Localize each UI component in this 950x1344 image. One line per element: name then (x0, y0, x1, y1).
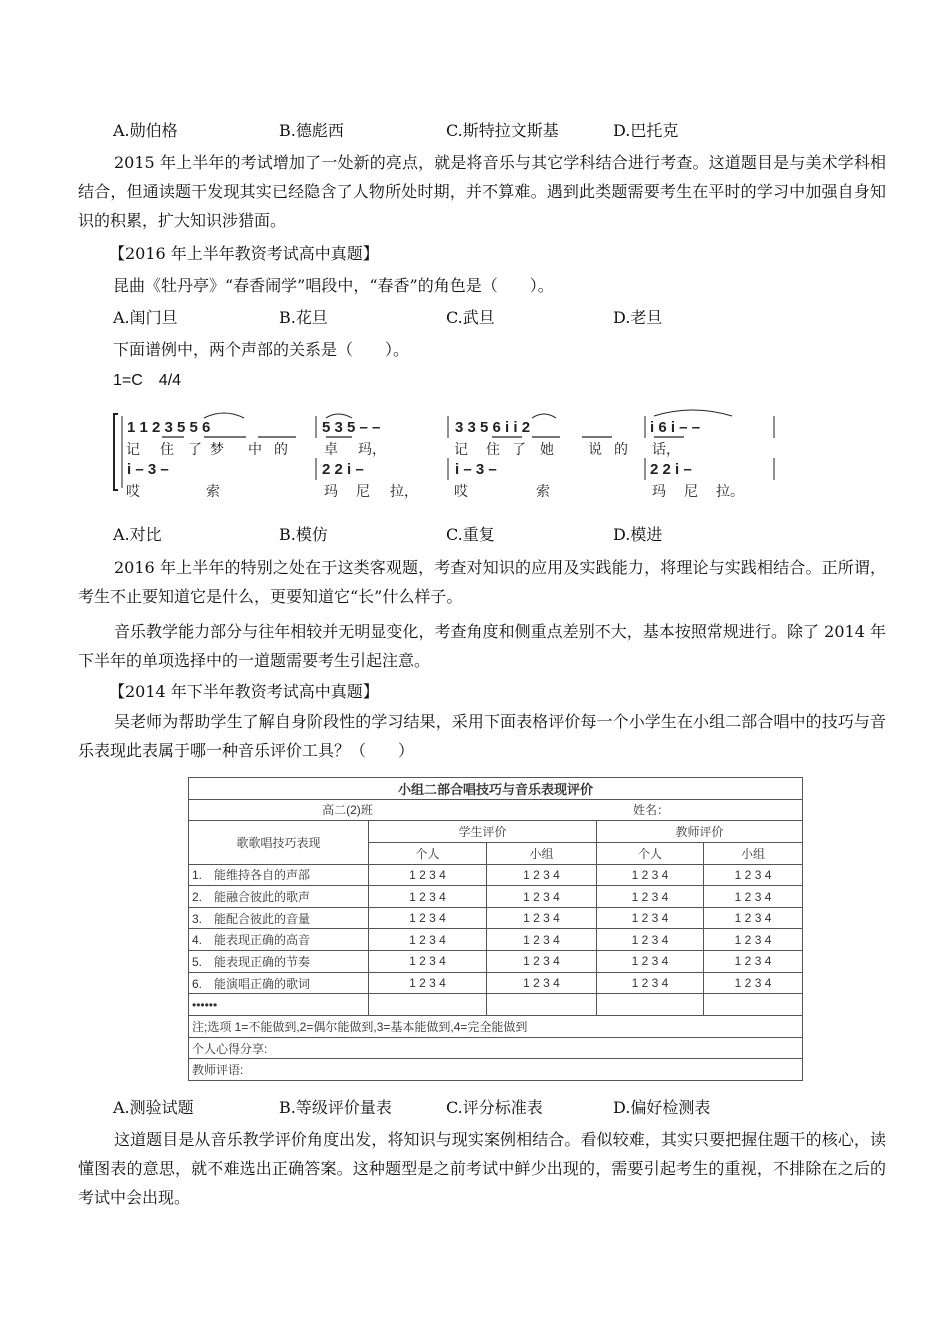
q2-option-c: C.武旦 (446, 308, 495, 327)
table-comment: 教师评语: (189, 1059, 803, 1081)
q2-question: 昆曲《牡丹亭》“春香闹学”唱段中，“春香”的角色是（ ）。 (113, 276, 554, 295)
lower-lyric-3: 玛 (324, 484, 338, 500)
score-cell: 1 2 3 4 (487, 951, 597, 973)
score-cell: 1 2 3 4 (597, 864, 704, 886)
q3-question: 下面谱例中，两个声部的关系是（ ）。 (113, 340, 410, 359)
score-cell: 1 2 3 4 (597, 907, 704, 929)
lower-measure-4: 2 2 i – (650, 461, 692, 478)
upper-measure-1: 1 1 2 3 5 5 6 (127, 419, 211, 436)
q1-option-b: B.德彪西 (279, 121, 344, 140)
upper-lyric-13: 说 (588, 442, 602, 458)
q3-option-c: C.重复 (446, 525, 495, 544)
upper-lyric-4: 梦 (210, 442, 224, 458)
score-cell: 1 2 3 4 (487, 864, 597, 886)
paragraph-2015: 2015 年上半年的考试增加了一处新的亮点，就是将音乐与其它学科结合进行考查。这道题目是与美术学科相结合，但通读题干发现其实已经隐含了人物所处时期，并不算难。遇到此类题需要考生在平时的学习中加强自身知识的积累，扩大知识涉猎面。 (78, 153, 886, 230)
score-cell: 1 2 3 4 (597, 951, 704, 973)
score-cell: 1 2 3 4 (369, 929, 487, 951)
score-cell: 1 2 3 4 (597, 929, 704, 951)
q2-option-b: B.花旦 (279, 308, 328, 327)
sub-col-teacher-group: 小组 (704, 842, 803, 864)
score-cell: 1 2 3 4 (704, 864, 803, 886)
lower-lyric-10: 拉。 (716, 484, 744, 500)
row-header: 歌歌唱技巧表现 (189, 821, 369, 864)
lower-lyric-2: 索 (206, 484, 220, 500)
row-label: 6. 能演唱正确的歌词 (189, 972, 369, 994)
q4-question: 吴老师为帮助学生了解自身阶段性的学习结果，采用下面表格评价每一个小学生在小组二部合唱中的技巧与音乐表现此表属于哪一种音乐评价工具？（ ） (78, 712, 886, 760)
sub-col-teacher-individual: 个人 (597, 842, 704, 864)
upper-lyric-14: 的 (614, 442, 628, 458)
score-cell: 1 2 3 4 (369, 951, 487, 973)
q2-option-a: A.闺门旦 (113, 308, 178, 327)
lower-measure-1: i – 3 – (127, 461, 169, 478)
slur-2 (326, 414, 352, 418)
table-row-ellipsis (189, 994, 803, 1016)
lower-lyric-7: 索 (536, 484, 550, 500)
lower-lyric-8: 玛 (652, 484, 666, 500)
score-cell: 1 2 3 4 (369, 864, 487, 886)
q3-option-b: B.模仿 (279, 525, 328, 544)
score-cell: 1 2 3 4 (704, 951, 803, 973)
slur-4 (654, 410, 732, 416)
row-label: 5. 能表现正确的节奏 (189, 951, 369, 973)
table-row (189, 864, 803, 886)
upper-lyric-12: 她 (540, 442, 554, 458)
music-score (112, 372, 777, 500)
upper-lyric-3: 了 (188, 442, 202, 458)
table-class-row (189, 799, 803, 821)
score-cell: 1 2 3 4 (487, 886, 597, 908)
key-signature: 1=C 4/4 (113, 372, 182, 389)
lower-lyric-9: 尼 (684, 484, 698, 500)
name-label: 姓名： (632, 803, 669, 818)
lower-lyric-5: 拉， (390, 484, 418, 500)
q3-option-d: D.模进 (613, 525, 663, 544)
upper-lyric-10: 住 (486, 442, 500, 458)
q3-option-a: A.对比 (113, 525, 162, 544)
upper-lyric-5: 中 (248, 442, 262, 458)
q1-option-c: C.斯特拉文斯基 (446, 121, 559, 140)
paragraph-final: 这道题目是从音乐教学评价角度出发，将知识与现实案例相结合。看似较难，其实只要把握住题干的核心，读懂图表的意思，就不难选出正确答案。这种题型是之前考试中鲜少出现的，需要引起考生的重视，不排除在之后的考试中会出现。 (78, 1130, 886, 1207)
heading-2014: 【2014 年下半年教资考试高中真题】 (109, 682, 379, 701)
q4-option-c: C.评分标准表 (446, 1098, 543, 1117)
q1-option-d: D.巴托克 (613, 121, 679, 140)
table-note: 注;选项 1=不能做到,2=偶尔能做到,3=基本能做到,4=完全能做到 (189, 1016, 803, 1038)
score-cell: 1 2 3 4 (487, 972, 597, 994)
score-cell: 1 2 3 4 (369, 886, 487, 908)
upper-lyric-2: 住 (160, 442, 174, 458)
table-row (189, 951, 803, 973)
teacher-eval-header: 教师评价 (597, 821, 803, 843)
table-row (189, 929, 803, 951)
lower-lyric-4: 尼 (356, 484, 370, 500)
score-cell: 1 2 3 4 (704, 929, 803, 951)
score-cell: 1 2 3 4 (597, 886, 704, 908)
slur-3 (532, 414, 556, 418)
slur-1 (204, 413, 244, 418)
lower-measure-3: i – 3 – (455, 461, 497, 478)
sub-col-student-group: 小组 (487, 842, 597, 864)
table-row (189, 907, 803, 929)
upper-lyric-8: 玛， (358, 442, 386, 458)
paragraph-ability: 音乐教学能力部分与往年相较并无明显变化，考查角度和侧重点差别不大，基本按照常规进行。除了 2014 年下半年的单项选择中的一道题需要考生引起注意。 (78, 622, 886, 670)
row-label: 4. 能表现正确的高音 (189, 929, 369, 951)
ellipsis-cell: •••••• (189, 994, 369, 1016)
upper-measure-4: i 6 i – – (650, 419, 701, 436)
q4-option-d: D.偏好检测表 (613, 1098, 711, 1117)
row-label: 3. 能配合彼此的音量 (189, 907, 369, 929)
evaluation-table (188, 777, 802, 1081)
q1-option-a: A.勋伯格 (113, 121, 178, 140)
table-row (189, 886, 803, 908)
upper-lyric-15: 话， (652, 442, 680, 458)
table-share: 个人心得分享: (189, 1037, 803, 1059)
score-cell: 1 2 3 4 (704, 972, 803, 994)
score-cell: 1 2 3 4 (487, 929, 597, 951)
score-cell: 1 2 3 4 (369, 907, 487, 929)
class-label: 高二(2)班 (322, 803, 373, 818)
upper-measure-3: 3 3 5 6 i i 2 (455, 419, 531, 436)
upper-lyric-11: 了 (512, 442, 526, 458)
lower-measure-2: 2 2 i – (322, 461, 364, 478)
upper-measure-2: 5 3 5 – – (322, 419, 381, 436)
upper-lyric-7: 卓 (324, 442, 338, 458)
row-label: 1. 能维持各自的声部 (189, 864, 369, 886)
score-cell: 1 2 3 4 (597, 972, 704, 994)
upper-lyric-1: 记 (126, 442, 140, 458)
paragraph-2016: 2016 年上半年的特别之处在于这类客观题，考查对知识的应用及实践能力，将理论与实践相结合。正所谓，考生不止要知道它是什么，更要知道它“长”什么样子。 (78, 558, 886, 606)
table-row (189, 972, 803, 994)
row-label: 2. 能融合彼此的歌声 (189, 886, 369, 908)
q2-option-d: D.老旦 (613, 308, 663, 327)
upper-lyric-6: 的 (274, 442, 288, 458)
q4-option-b: B.等级评价量表 (279, 1098, 392, 1117)
lower-lyric-6: 哎 (454, 484, 468, 500)
lower-lyric-1: 哎 (126, 484, 140, 500)
sub-col-student-individual: 个人 (369, 842, 487, 864)
q4-option-a: A.测验试题 (113, 1098, 194, 1117)
table-title: 小组二部合唱技巧与音乐表现评价 (189, 778, 803, 800)
heading-2016: 【2016 年上半年教资考试高中真题】 (109, 244, 379, 263)
score-cell: 1 2 3 4 (487, 907, 597, 929)
student-eval-header: 学生评价 (369, 821, 597, 843)
score-cell: 1 2 3 4 (704, 907, 803, 929)
upper-lyric-9: 记 (454, 442, 468, 458)
score-cell: 1 2 3 4 (369, 972, 487, 994)
score-cell: 1 2 3 4 (704, 886, 803, 908)
